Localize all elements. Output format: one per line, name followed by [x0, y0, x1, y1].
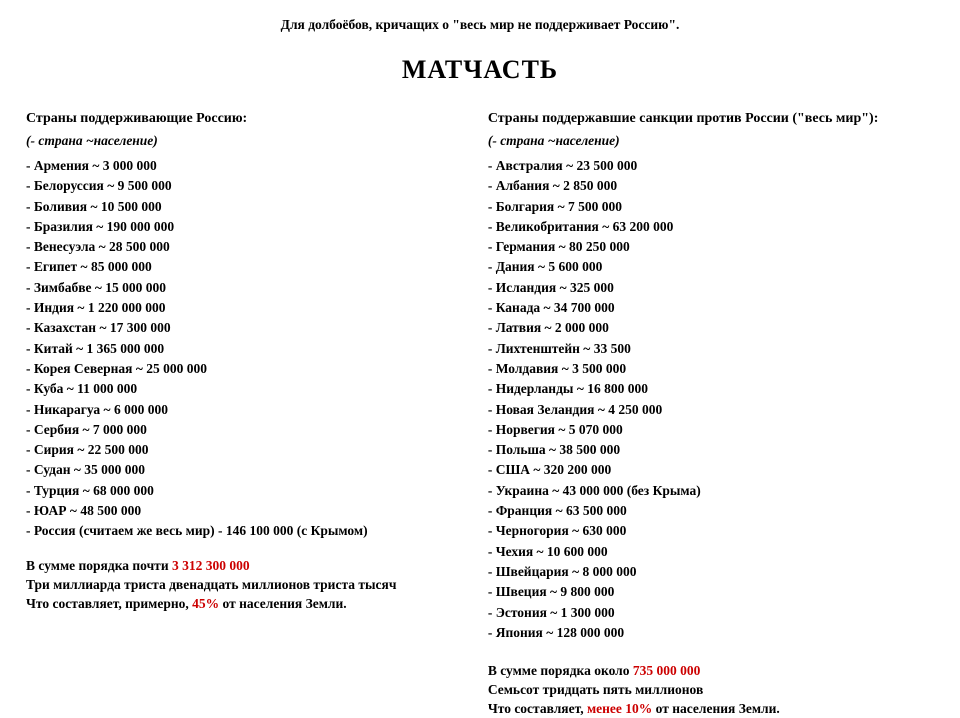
list-item: - Латвия ~ 2 000 000	[487, 320, 609, 336]
list-item: - Индия ~ 1 220 000 000	[26, 300, 166, 316]
list-item: - Куба ~ 11 000 000	[26, 381, 138, 397]
list-item: - Нидерланды ~ 16 800 000	[487, 381, 648, 397]
list-item: - Белоруссия ~ 9 500 000	[26, 178, 172, 194]
list-item: - Сирия ~ 22 500 000	[26, 442, 149, 458]
list-item: - Чехия ~ 10 600 000	[487, 543, 608, 559]
summary-total-line	[488, 661, 934, 680]
columns-container	[0, 111, 960, 718]
list-item: - Китай ~ 1 365 000 000	[26, 340, 165, 356]
list-item: - Боливия ~ 10 500 000	[26, 198, 162, 214]
list-item: - Никарагуа ~ 6 000 000	[26, 401, 168, 417]
list-item: - Швейцария ~ 8 000 000	[487, 563, 637, 579]
list-item: - Корея Северная ~ 25 000 000	[26, 360, 207, 376]
list-item: - Великобритания ~ 63 200 000	[487, 218, 674, 234]
list-item: - Болгария ~ 7 500 000	[487, 198, 623, 214]
supporting-countries-heading: Страны поддерживающие Россию:	[26, 111, 248, 126]
list-item: - Зимбабве ~ 15 000 000	[26, 279, 167, 295]
list-item: - Молдавия ~ 3 500 000	[487, 360, 627, 376]
list-item: - Украина ~ 43 000 000 (без Крыма)	[487, 482, 701, 498]
list-item: - Венесуэла ~ 28 500 000	[26, 239, 170, 255]
list-item: - Турция ~ 68 000 000	[26, 482, 154, 498]
supporting-countries-summary	[26, 556, 478, 613]
supporting-countries-subheading: (- страна ~население)	[26, 133, 158, 148]
summary-total-value: 3 312 300 000	[171, 557, 250, 573]
summary-percent-line	[488, 699, 934, 718]
list-item: - Германия ~ 80 250 000	[487, 239, 630, 255]
list-item: - Исландия ~ 325 000	[487, 279, 614, 295]
summary-total-words: Семьсот тридцать пять миллионов	[487, 682, 704, 698]
list-item: - Казахстан ~ 17 300 000	[26, 320, 171, 336]
list-item: - Дания ~ 5 600 000	[487, 259, 603, 275]
sanctions-countries-list	[488, 156, 934, 643]
sanctions-countries-heading: Страны поддержавшие санкции против России ("весь мир"):	[487, 111, 879, 126]
list-item: - ЮАР ~ 48 500 000	[26, 503, 142, 519]
summary-percent-value: 45%	[192, 595, 220, 611]
page-title: МАТЧАСТЬ	[401, 55, 559, 84]
summary-percent-suffix: от населения Земли.	[652, 701, 780, 717]
summary-percent-line	[26, 594, 478, 613]
summary-total-line	[26, 556, 478, 575]
list-item: - Эстония ~ 1 300 000	[487, 604, 615, 620]
list-item: - Канада ~ 34 700 000	[487, 300, 615, 316]
summary-percent-prefix: Что составляет,	[487, 701, 587, 717]
sanctions-countries-subheading: (- страна ~население)	[487, 133, 620, 148]
supporting-countries-list	[26, 156, 478, 542]
summary-total-words: Три миллиарда триста двенадцать миллионов триста тысяч	[26, 576, 397, 592]
list-item: - Армения ~ 3 000 000	[26, 158, 157, 173]
list-item: - Лихтенштейн ~ 33 500	[487, 340, 631, 356]
list-item: - Швеция ~ 9 800 000	[487, 584, 615, 600]
list-item: - Новая Зеландия ~ 4 250 000	[487, 401, 663, 417]
list-item: - Сербия ~ 7 000 000	[26, 421, 147, 437]
list-item: - Польша ~ 38 500 000	[487, 442, 621, 458]
sanctions-countries-summary	[488, 661, 934, 718]
list-item: - Черногория ~ 630 000	[487, 523, 627, 539]
summary-percent-value: менее 10%	[586, 701, 653, 717]
list-item: - Албания ~ 2 850 000	[487, 178, 618, 194]
sanctions-countries-column	[478, 111, 934, 718]
list-item: - Австралия ~ 23 500 000	[487, 158, 638, 173]
list-item: - США ~ 320 200 000	[487, 462, 612, 478]
summary-total-value: 735 000 000	[632, 663, 701, 679]
summary-percent-suffix: от населения Земли.	[219, 595, 347, 611]
supporting-countries-column	[26, 111, 478, 718]
summary-percent-prefix: Что составляет, примерно,	[26, 595, 193, 611]
list-item: - Япония ~ 128 000 000	[487, 624, 625, 640]
summary-total-prefix: В сумме порядка почти	[26, 557, 172, 573]
list-item: - Норвегия ~ 5 070 000	[487, 421, 623, 437]
summary-total-prefix: В сумме порядка около	[487, 663, 633, 679]
list-item: - Египет ~ 85 000 000	[26, 259, 152, 275]
top-note: Для долбоёбов, кричащих о "весь мир не поддерживает Россию".	[280, 17, 680, 32]
list-item: - Франция ~ 63 500 000	[487, 503, 627, 519]
list-item: - Россия (считаем же весь мир) - 146 100 000 (с Крымом)	[26, 523, 368, 539]
list-item: - Судан ~ 35 000 000	[26, 462, 146, 478]
list-item: - Бразилия ~ 190 000 000	[26, 218, 175, 234]
